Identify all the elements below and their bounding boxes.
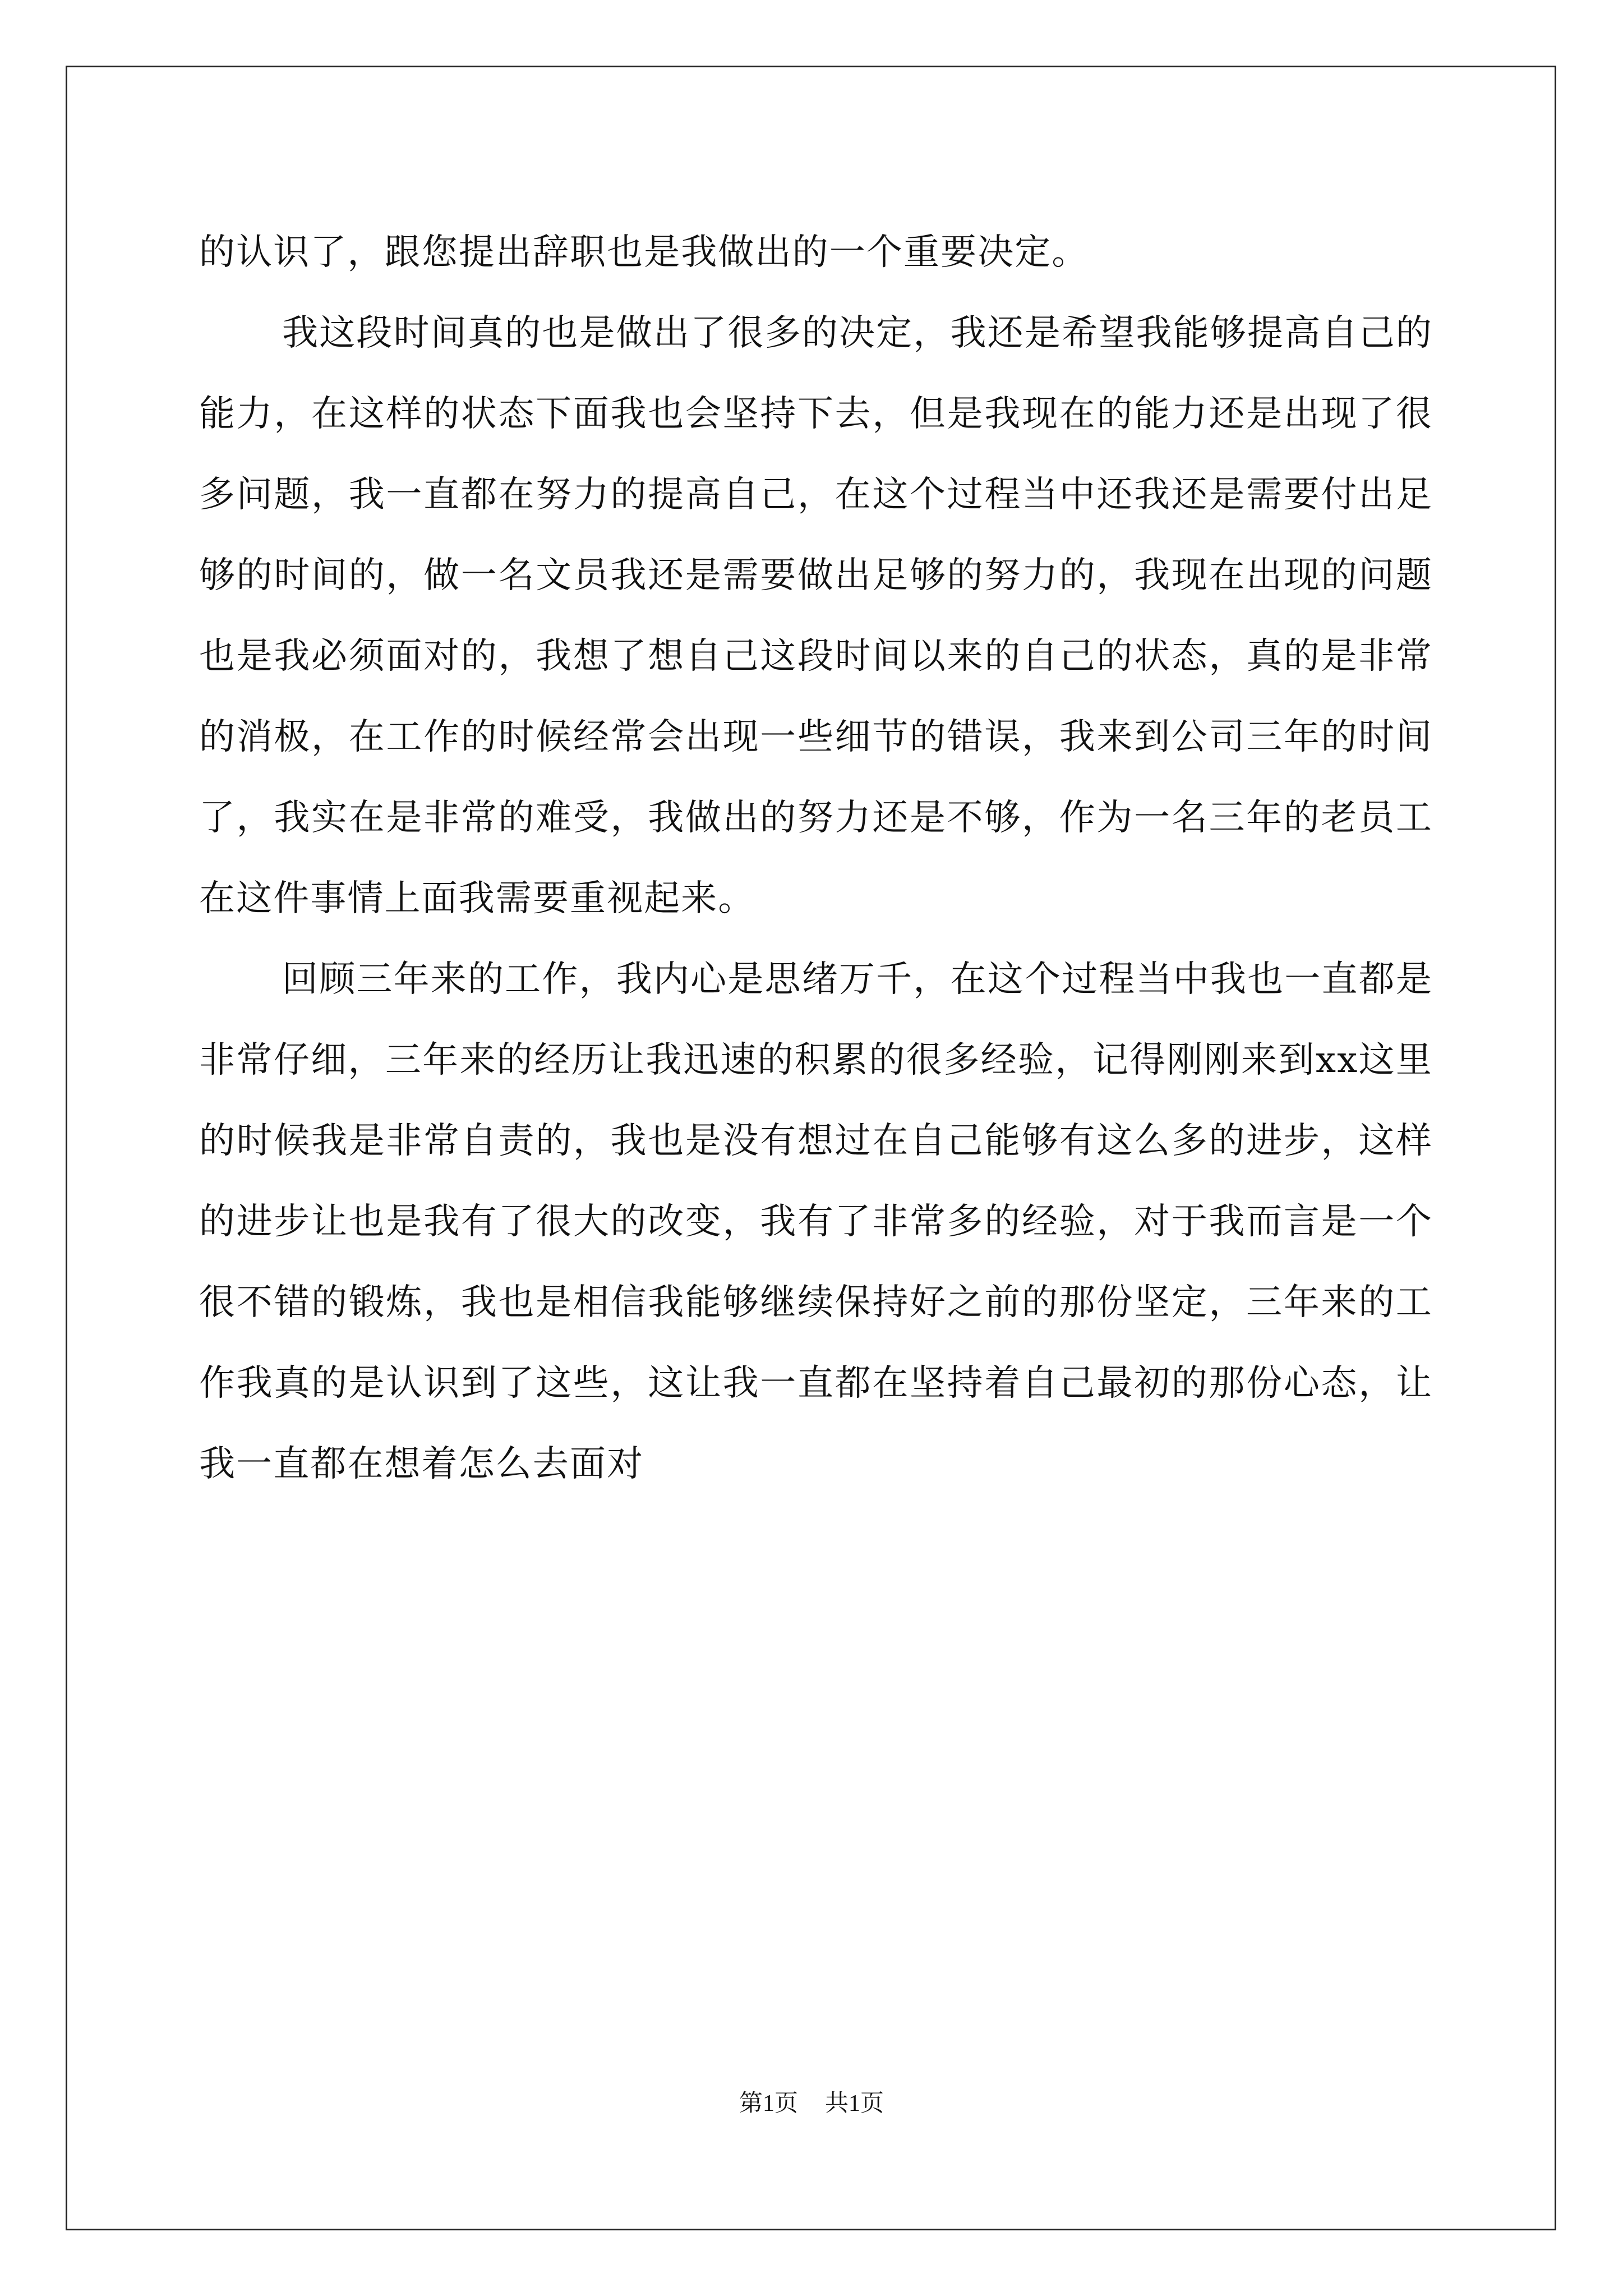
paragraph-2: 我这段时间真的也是做出了很多的决定，我还是希望我能够提高自己的能力，在这样的状态下面我也会坚持下去，但是我现在的能力还是出现了很多问题，我一直都在努力的提高自己，在这个过程当中还我还是需要付出足够的时间的，做一名文员我还是需要做出足够的努力的，我现在出现的问题也是我必须面对的，我想了想自己这段时间以来的自己的状态，真的是非常的消极，在工作的时候经常会出现一些细节的错误，我来到公司三年的时间了，我实在是非常的难受，我做出的努力还是不够，作为一名三年的老员工在这件事情上面我需要重视起来。 [199,312,1433,919]
page-total: 共1页 [825,2091,884,2116]
document-body [199,212,1433,1504]
page-number: 第1页 [739,2091,798,2116]
paragraph-1: 的认识了，跟您提出辞职也是我做出的一个重要决定。 [199,232,1089,273]
paragraph-3: 回顾三年来的工作，我内心是思绪万千，在这个过程当中我也一直都是非常仔细，三年来的经历让我迅速的积累的很多经验，记得刚刚来到xx这里的时候我是非常自责的，我也是没有想过在自己能够有这么多的进步，这样的进步让也是我有了很大的改变，我有了非常多的经验，对于我而言是一个很不错的锻炼，我也是相信我能够继续保持好之前的那份坚定，三年来的工作我真的是认识到了这些，这让我一直都在坚持着自己最初的那份心态，让我一直都在想着怎么去面对 [199,959,1433,1485]
page-footer [0,2087,1623,2120]
